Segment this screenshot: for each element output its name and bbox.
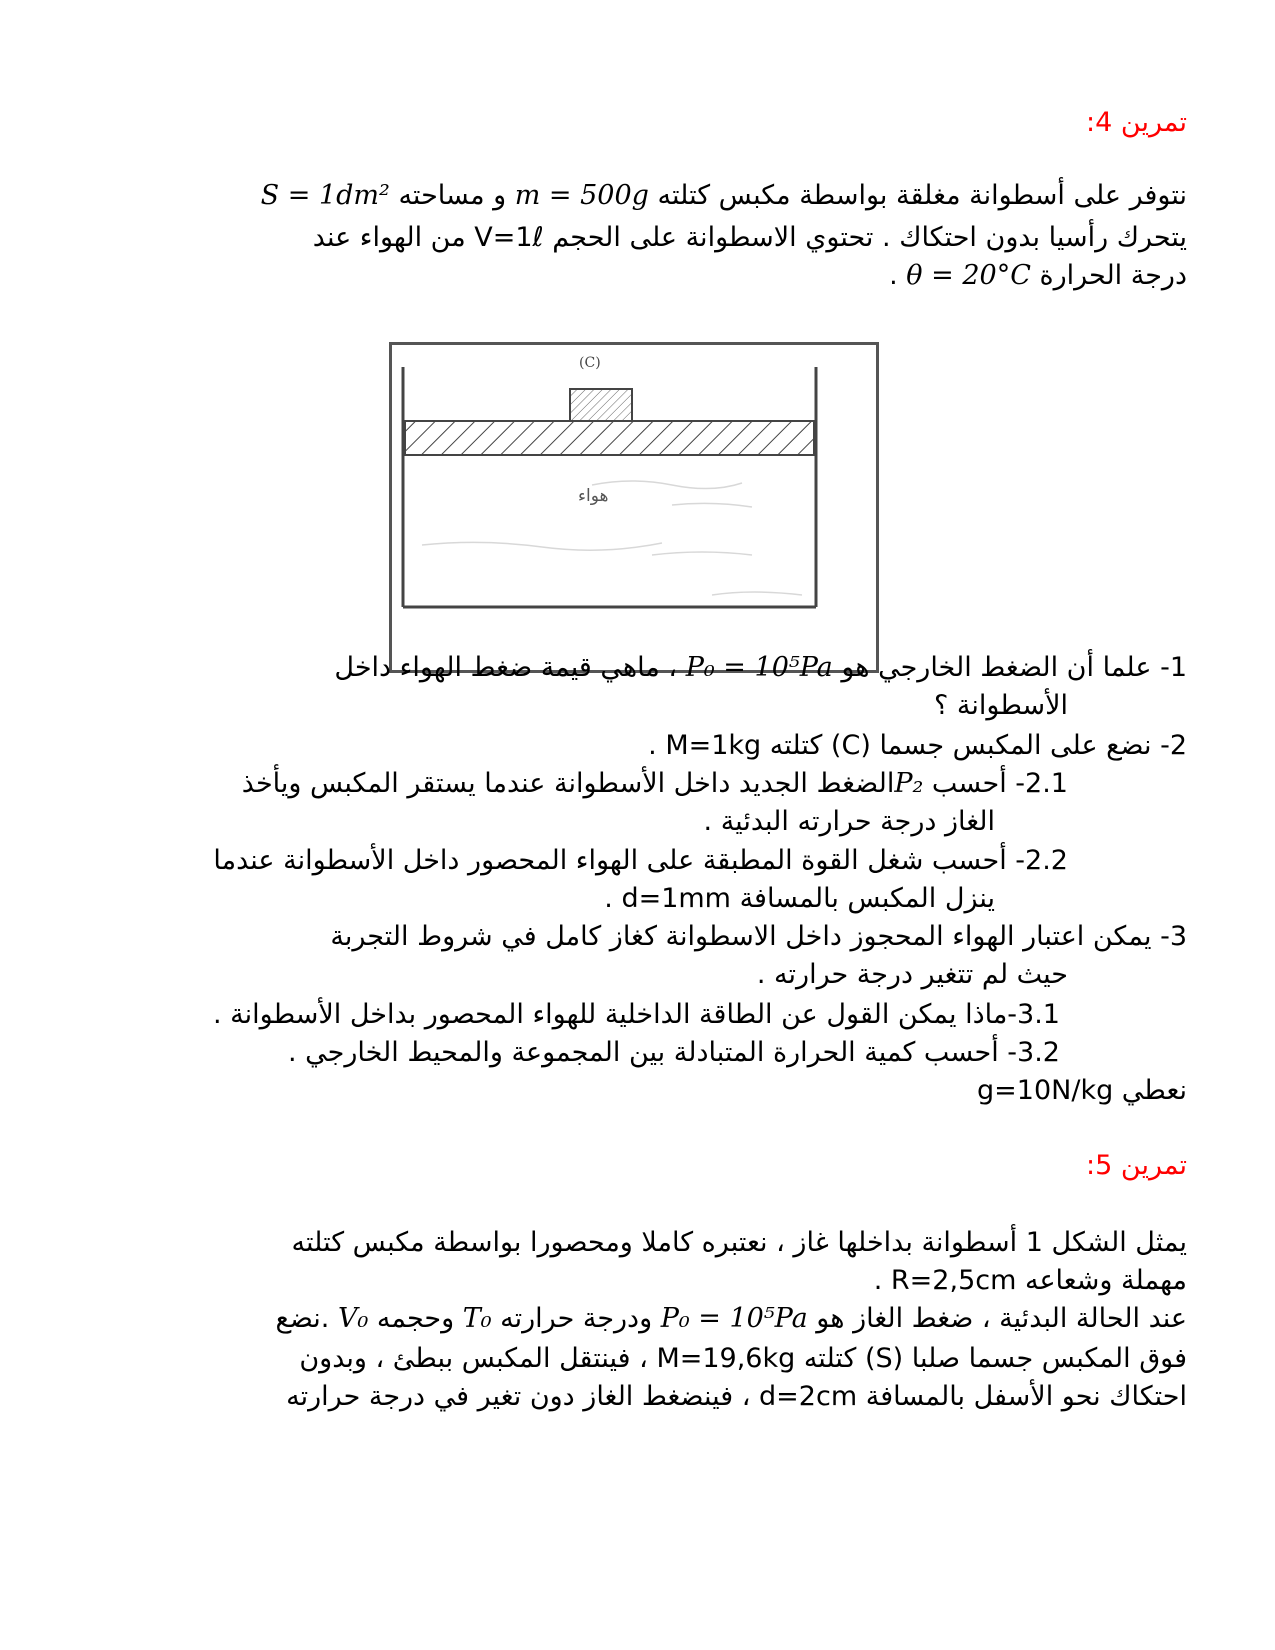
ex4-intro-line-2: يتحرك رأسيا بدون احتكاك . تحتوي الاسطوانة على الحجم V=1ℓ من الهواء عند xyxy=(312,222,1187,253)
q21-post: الضغط الجديد داخل الأسطوانة عندما يستقر المكبس ويأخذ xyxy=(241,768,895,799)
temperature-equation: θ = 20°C xyxy=(906,260,1031,291)
question-1-cont: الأسطوانة ؟ xyxy=(933,690,1068,721)
question-1 xyxy=(334,649,1187,687)
q1-number: 1- xyxy=(1160,652,1187,683)
question-2-2-cont: ينزل المكبس بالمسافة d=1mm . xyxy=(604,883,995,914)
mass-block-c xyxy=(570,389,632,421)
ex5-l3-mid1: ودرجة حرارته xyxy=(491,1303,661,1334)
cylinder-figure xyxy=(389,342,879,673)
given-data: نعطي g=10N/kg xyxy=(977,1075,1187,1106)
mass-label: (C) xyxy=(579,355,601,371)
mass-equation: m = 500g xyxy=(514,180,649,211)
exercise-5-title: تمرين 5: xyxy=(1086,1150,1187,1181)
q2-text: نضع على المكبس جسما (C) كتلته M=1kg . xyxy=(648,730,1161,761)
q3-number: 3- xyxy=(1160,921,1187,952)
faint-marks xyxy=(422,481,802,595)
q3-text: يمكن اعتبار الهواء المحجوز داخل الاسطوانة كغاز كامل في شروط التجربة xyxy=(330,921,1161,952)
question-2-1-cont: الغاز درجة حرارته البدئية . xyxy=(703,806,995,837)
exercise-4-title: تمرين 4: xyxy=(1086,107,1187,138)
q21-number: 2.1- xyxy=(1015,768,1068,799)
cylinder-diagram xyxy=(392,345,876,670)
q1-post: ، ماهي قيمة ضغط الهواء داخل xyxy=(334,652,686,683)
ex4-intro-3-post: . xyxy=(889,260,907,291)
piston xyxy=(405,421,814,455)
ex5-pressure-eq: P₀ = 10⁵Pa xyxy=(660,1303,808,1334)
ex5-l3-mid2: وحجمه xyxy=(368,1303,463,1334)
ex4-intro-line-3 xyxy=(889,257,1187,295)
question-2-2 xyxy=(213,842,1068,880)
ex5-l3-post: .نضع xyxy=(275,1303,338,1334)
ex5-line-3 xyxy=(276,1300,1188,1338)
ex5-l3-pre: عند الحالة البدئية ، ضغط الغاز هو xyxy=(807,1303,1187,1334)
q21-p2: P₂ xyxy=(894,768,924,799)
q22-text: أحسب شغل القوة المطبقة على الهواء المحصور داخل الأسطوانة عندما xyxy=(213,845,1016,876)
ex5-t0: T₀ xyxy=(462,1303,492,1334)
ex5-line-1: يمثل الشكل 1 أسطوانة بداخلها غاز ، نعتبره كاملا ومحصورا بواسطة مكبس كتلته xyxy=(291,1227,1187,1258)
ex4-intro-3-pre: درجة الحرارة xyxy=(1030,260,1187,291)
area-equation: S = 1dm² xyxy=(260,180,390,211)
question-2 xyxy=(648,727,1187,765)
ex5-line-2: مهملة وشعاعه R=2,5cm . xyxy=(873,1265,1187,1296)
question-3 xyxy=(330,918,1187,956)
ex4-intro-1-pre: نتوفر على أسطوانة مغلقة بواسطة مكبس كتلته xyxy=(648,180,1187,211)
ex5-v0: V₀ xyxy=(337,1303,369,1334)
question-3-1: 3.1-ماذا يمكن القول عن الطاقة الداخلية للهواء المحصور بداخل الأسطوانة . xyxy=(212,999,1060,1030)
q21-pre: أحسب xyxy=(923,768,1016,799)
question-3-cont: حيث لم تتغير درجة حرارته . xyxy=(756,959,1068,990)
ex4-intro-line-1 xyxy=(261,177,1187,215)
q1-pressure-eq: P₀ = 10⁵Pa xyxy=(685,652,833,683)
question-2-1 xyxy=(242,765,1068,803)
q1-pre: علما أن الضغط الخارجي هو xyxy=(832,652,1161,683)
air-label: هواء xyxy=(578,486,609,506)
ex4-intro-1-mid: و مساحته xyxy=(389,180,515,211)
question-3-2: 3.2- أحسب كمية الحرارة المتبادلة بين المجموعة والمحيط الخارجي . xyxy=(287,1037,1060,1068)
q2-number: 2- xyxy=(1160,730,1187,761)
q22-number: 2.2- xyxy=(1015,845,1068,876)
ex5-line-4: فوق المكبس جسما صلبا (S) كتلته M=19,6kg ، فينتقل المكبس ببطئ ، وبدون xyxy=(299,1343,1187,1374)
ex5-line-5: احتكاك نحو الأسفل بالمسافة d=2cm ، فينضغط الغاز دون تغير في درجة حرارته xyxy=(286,1381,1187,1412)
